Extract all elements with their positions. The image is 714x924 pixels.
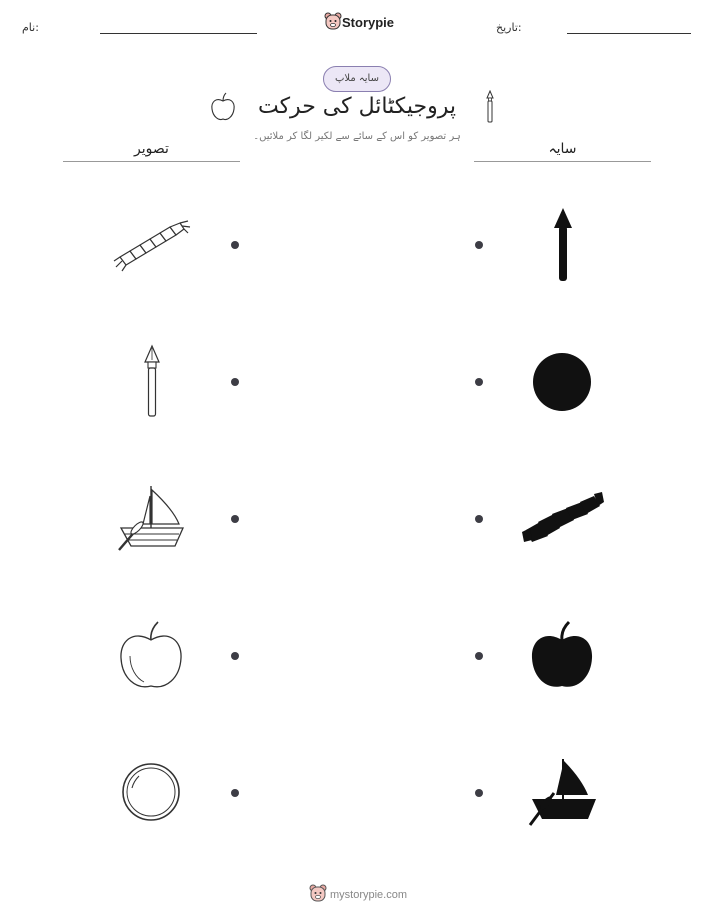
shadow-connect-dot[interactable] <box>475 241 483 249</box>
footer-site-link[interactable]: mystorypie.com <box>330 889 408 901</box>
shadow-column-rule <box>474 161 651 162</box>
shadow-column-heading: سایہ <box>548 141 577 157</box>
shadow-connect-dot[interactable] <box>475 378 483 386</box>
picture-connect-dot[interactable] <box>231 241 239 249</box>
sailboat-icon <box>115 482 187 554</box>
worksheet-title: پروجیکٹائل کی حرکت <box>257 94 456 119</box>
apple-shadow-icon <box>529 620 595 692</box>
sailboat-shadow-icon <box>526 757 598 829</box>
picture-connect-dot[interactable] <box>231 652 239 660</box>
rope-icon <box>110 215 194 275</box>
date-label: تاریخ: <box>496 21 522 34</box>
ball-icon <box>121 762 181 822</box>
picture-column-rule <box>63 161 240 162</box>
name-label: نام: <box>22 21 39 34</box>
name-write-line[interactable] <box>100 33 257 34</box>
spear-icon <box>139 344 165 418</box>
worksheet-type-badge: سایہ ملاپ <box>323 66 391 92</box>
spear-icon <box>484 90 496 124</box>
brand-name: Storypie <box>342 15 395 30</box>
spear-shadow-icon <box>550 208 576 282</box>
ball-shadow-icon <box>532 352 592 412</box>
rope-shadow-icon <box>522 492 604 544</box>
bear-icon <box>309 884 327 904</box>
shadow-connect-dot[interactable] <box>475 652 483 660</box>
apple-icon <box>210 92 236 122</box>
bear-icon <box>324 12 342 32</box>
shadow-connect-dot[interactable] <box>475 515 483 523</box>
picture-connect-dot[interactable] <box>231 378 239 386</box>
picture-column-heading: تصویر <box>134 141 169 157</box>
worksheet-instructions: ہر تصویر کو اس کے سائے سے لکیر لگا کر ملائیں۔ <box>253 131 461 142</box>
picture-connect-dot[interactable] <box>231 515 239 523</box>
picture-connect-dot[interactable] <box>231 789 239 797</box>
shadow-connect-dot[interactable] <box>475 789 483 797</box>
apple-icon <box>118 620 184 692</box>
date-write-line[interactable] <box>567 33 691 34</box>
